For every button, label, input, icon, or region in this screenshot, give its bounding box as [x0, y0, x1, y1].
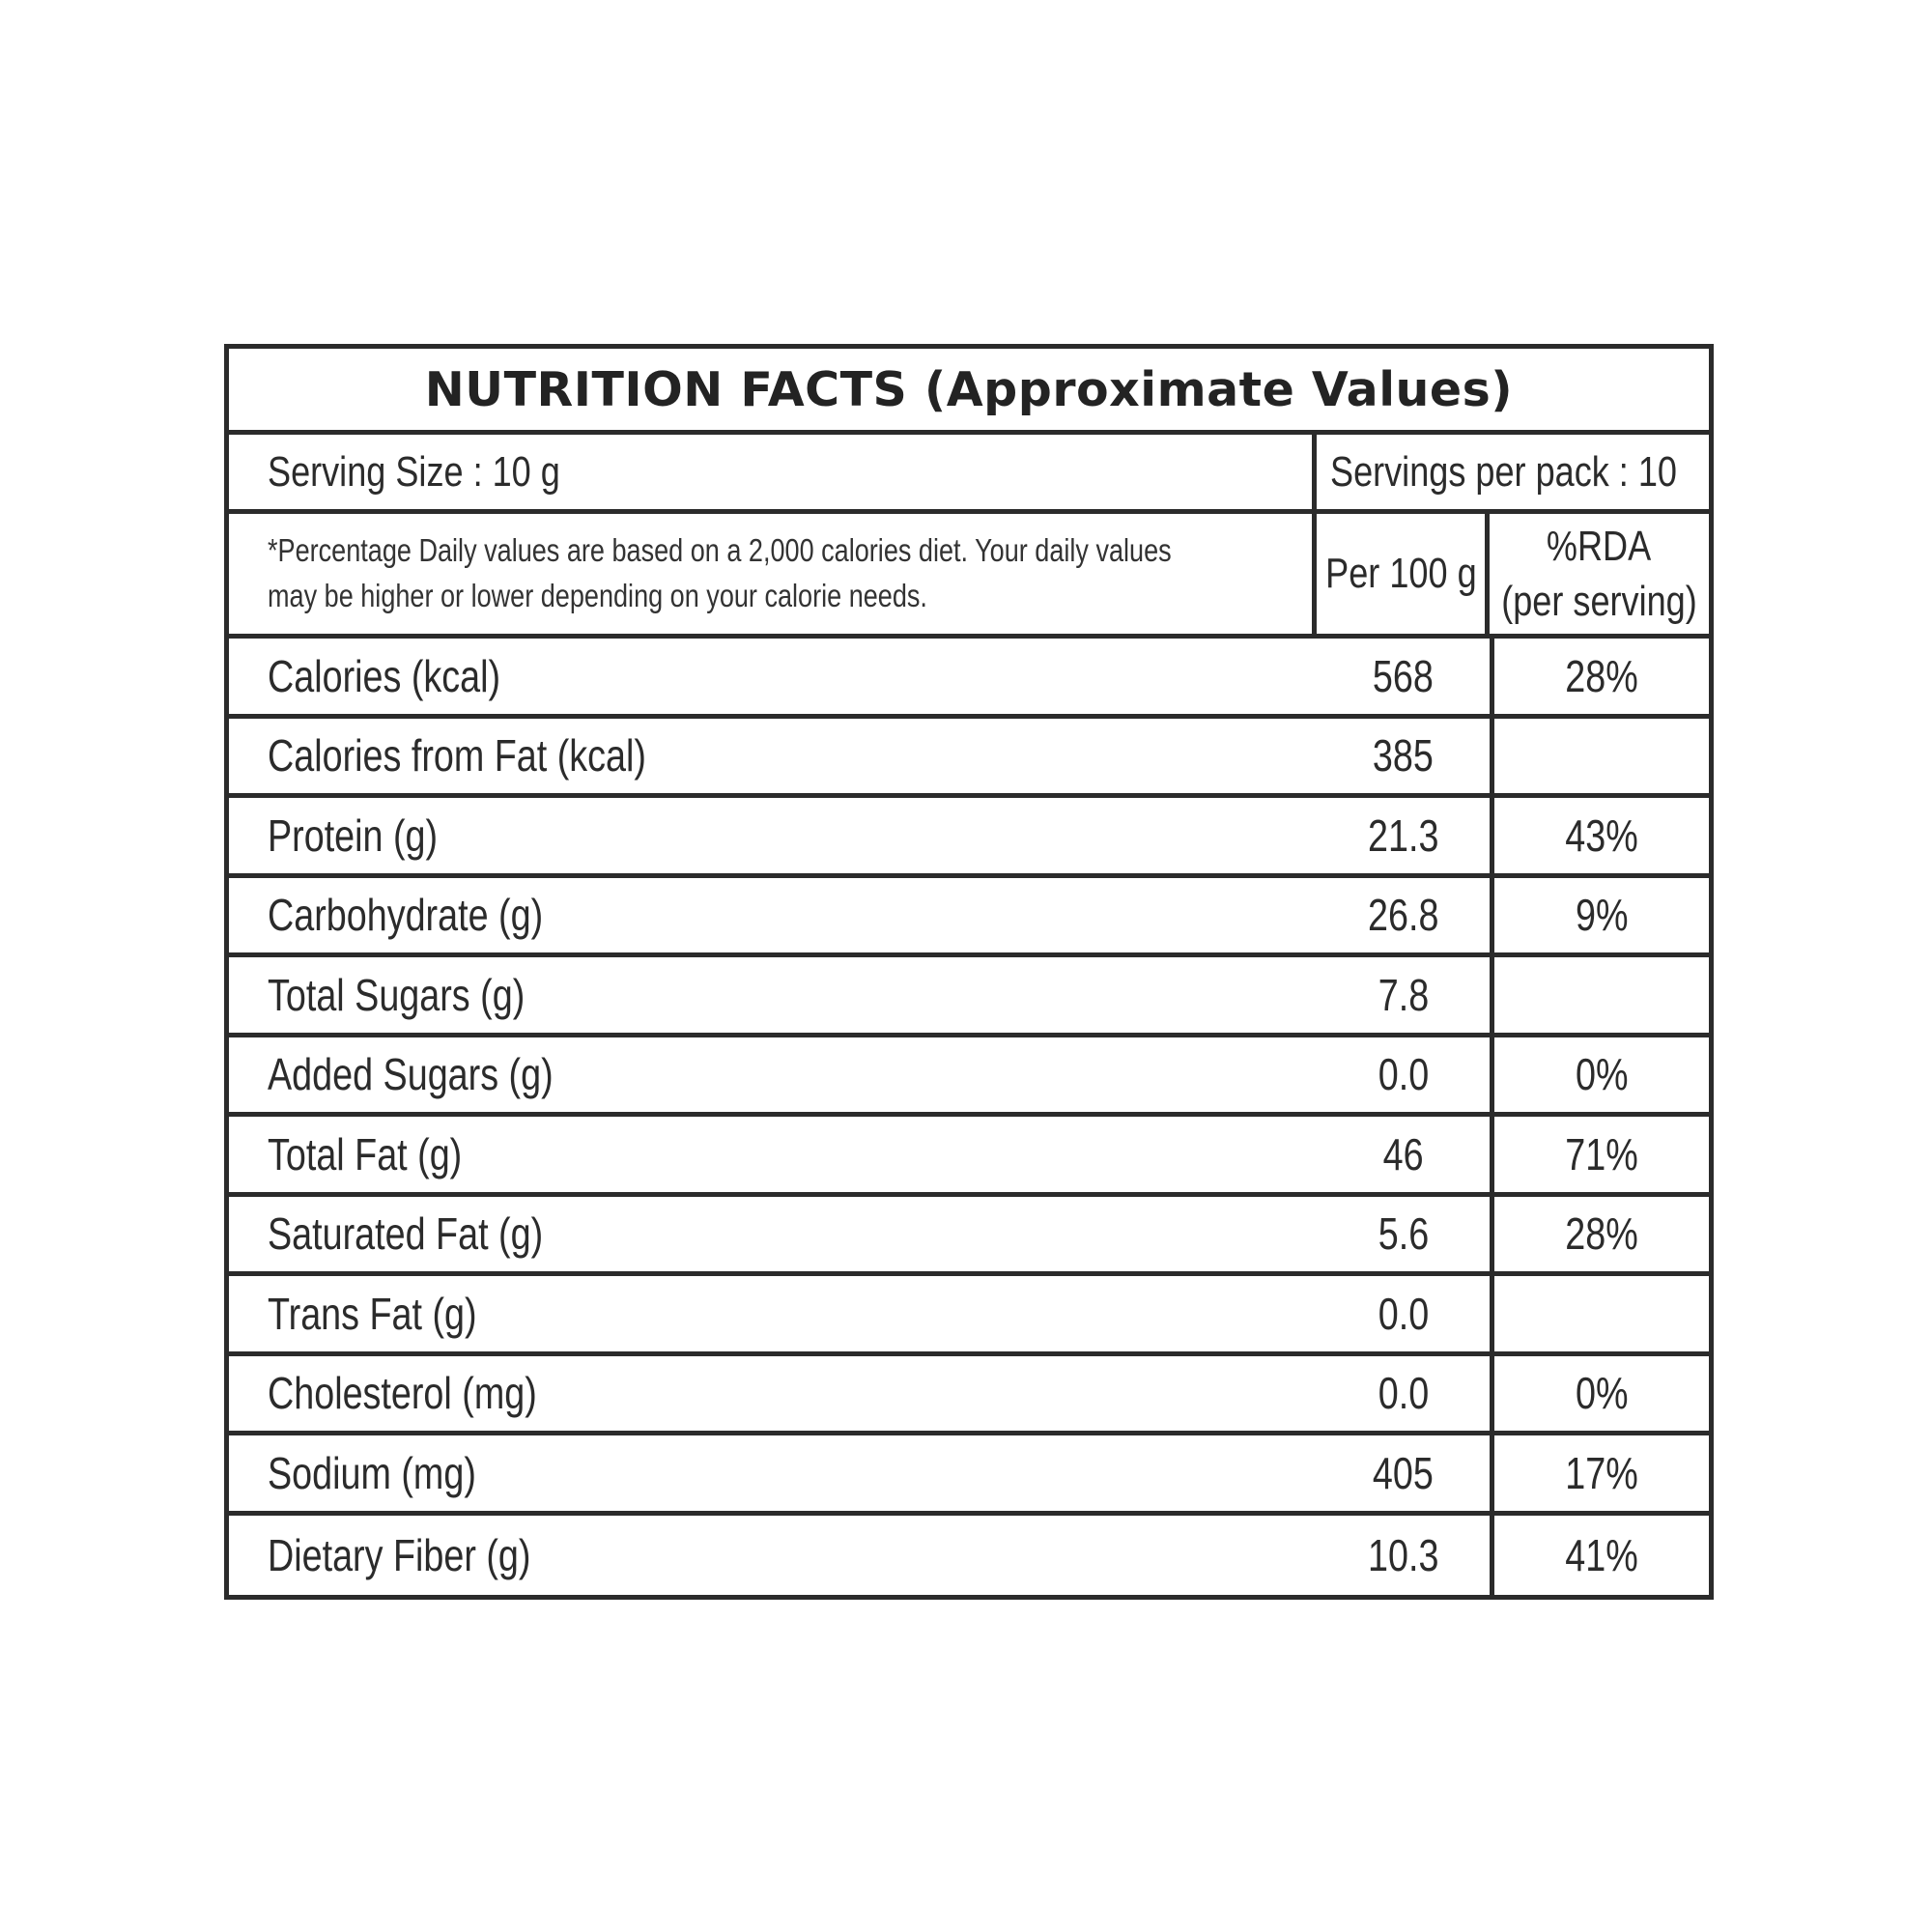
table-row [229, 639, 1490, 719]
nutrient-name: Cholesterol (mg) [268, 1368, 537, 1419]
servings-per-pack-text: Servings per pack : 10 [1330, 447, 1677, 496]
table-row [229, 1516, 1490, 1596]
table-row [229, 719, 1490, 799]
table-row [229, 1276, 1490, 1356]
note-line-2: may be higher or lower depending on your calorie needs. [268, 578, 927, 613]
rda-value: 41% [1490, 1516, 1709, 1596]
serving-size-text: Serving Size : 10 g [268, 447, 560, 496]
per-100g-value: 0.0 [1378, 1049, 1429, 1100]
column-header-rda [1490, 514, 1709, 639]
rda-value [1490, 957, 1709, 1037]
table-row [229, 1435, 1490, 1516]
nutrient-name: Trans Fat (g) [268, 1288, 477, 1339]
rda-value: 28% [1490, 639, 1709, 719]
rda-label-line-1: %RDA [1547, 522, 1652, 570]
per-100g-value: 568 [1373, 650, 1434, 701]
table-row [229, 878, 1490, 958]
per-100g-value: 46 [1382, 1128, 1424, 1179]
table-row [229, 1117, 1490, 1197]
rda-value: 0% [1490, 1037, 1709, 1118]
per-100g-value: 5.6 [1378, 1208, 1429, 1260]
nutrient-name: Sodium (mg) [268, 1447, 476, 1498]
per-100g-value: 0.0 [1378, 1368, 1429, 1419]
column-header-per-100g [1317, 514, 1490, 639]
table-row [229, 1037, 1490, 1118]
per-100g-value: 385 [1373, 730, 1434, 781]
nutrient-name: Calories from Fat (kcal) [268, 730, 646, 781]
table-row [229, 957, 1490, 1037]
rda-value [1490, 719, 1709, 799]
per-100g-value: 26.8 [1367, 890, 1439, 941]
table-row [229, 1356, 1490, 1436]
nutrient-name: Carbohydrate (g) [268, 890, 544, 941]
rda-value: 9% [1490, 878, 1709, 958]
per-100g-value: 7.8 [1378, 969, 1429, 1020]
per-100g-value: 10.3 [1367, 1529, 1439, 1580]
per-100g-value: 405 [1373, 1447, 1434, 1498]
nutrient-name: Total Fat (g) [268, 1128, 463, 1179]
table-row [229, 798, 1490, 878]
nutrient-name: Calories (kcal) [268, 650, 501, 701]
rda-value: 71% [1490, 1117, 1709, 1197]
nutrient-name: Total Sugars (g) [268, 969, 526, 1020]
note-line-1: *Percentage Daily values are based on a 2,000 calories diet. Your daily values [268, 532, 1172, 569]
per-100g-value: 0.0 [1378, 1288, 1429, 1339]
rda-label-line-2: (per serving) [1501, 578, 1697, 625]
title-text: NUTRITION FACTS (Approximate Values) [424, 361, 1514, 417]
rda-value: 0% [1490, 1356, 1709, 1436]
nutrition-facts-table [224, 344, 1714, 1600]
table-title [229, 349, 1709, 435]
daily-values-note [229, 514, 1317, 639]
nutrient-name: Added Sugars (g) [268, 1049, 554, 1100]
rda-value [1490, 1276, 1709, 1356]
rda-value: 28% [1490, 1197, 1709, 1277]
serving-size-cell [229, 435, 1317, 514]
nutrient-name: Dietary Fiber (g) [268, 1529, 531, 1580]
per-100g-label: Per 100 g [1324, 550, 1477, 598]
per-100g-value: 21.3 [1367, 810, 1439, 861]
rda-value: 17% [1490, 1435, 1709, 1516]
nutrient-name: Saturated Fat (g) [268, 1208, 544, 1260]
rda-value: 43% [1490, 798, 1709, 878]
servings-per-pack-cell [1317, 435, 1709, 514]
nutrient-name: Protein (g) [268, 810, 439, 861]
table-row [229, 1197, 1490, 1277]
